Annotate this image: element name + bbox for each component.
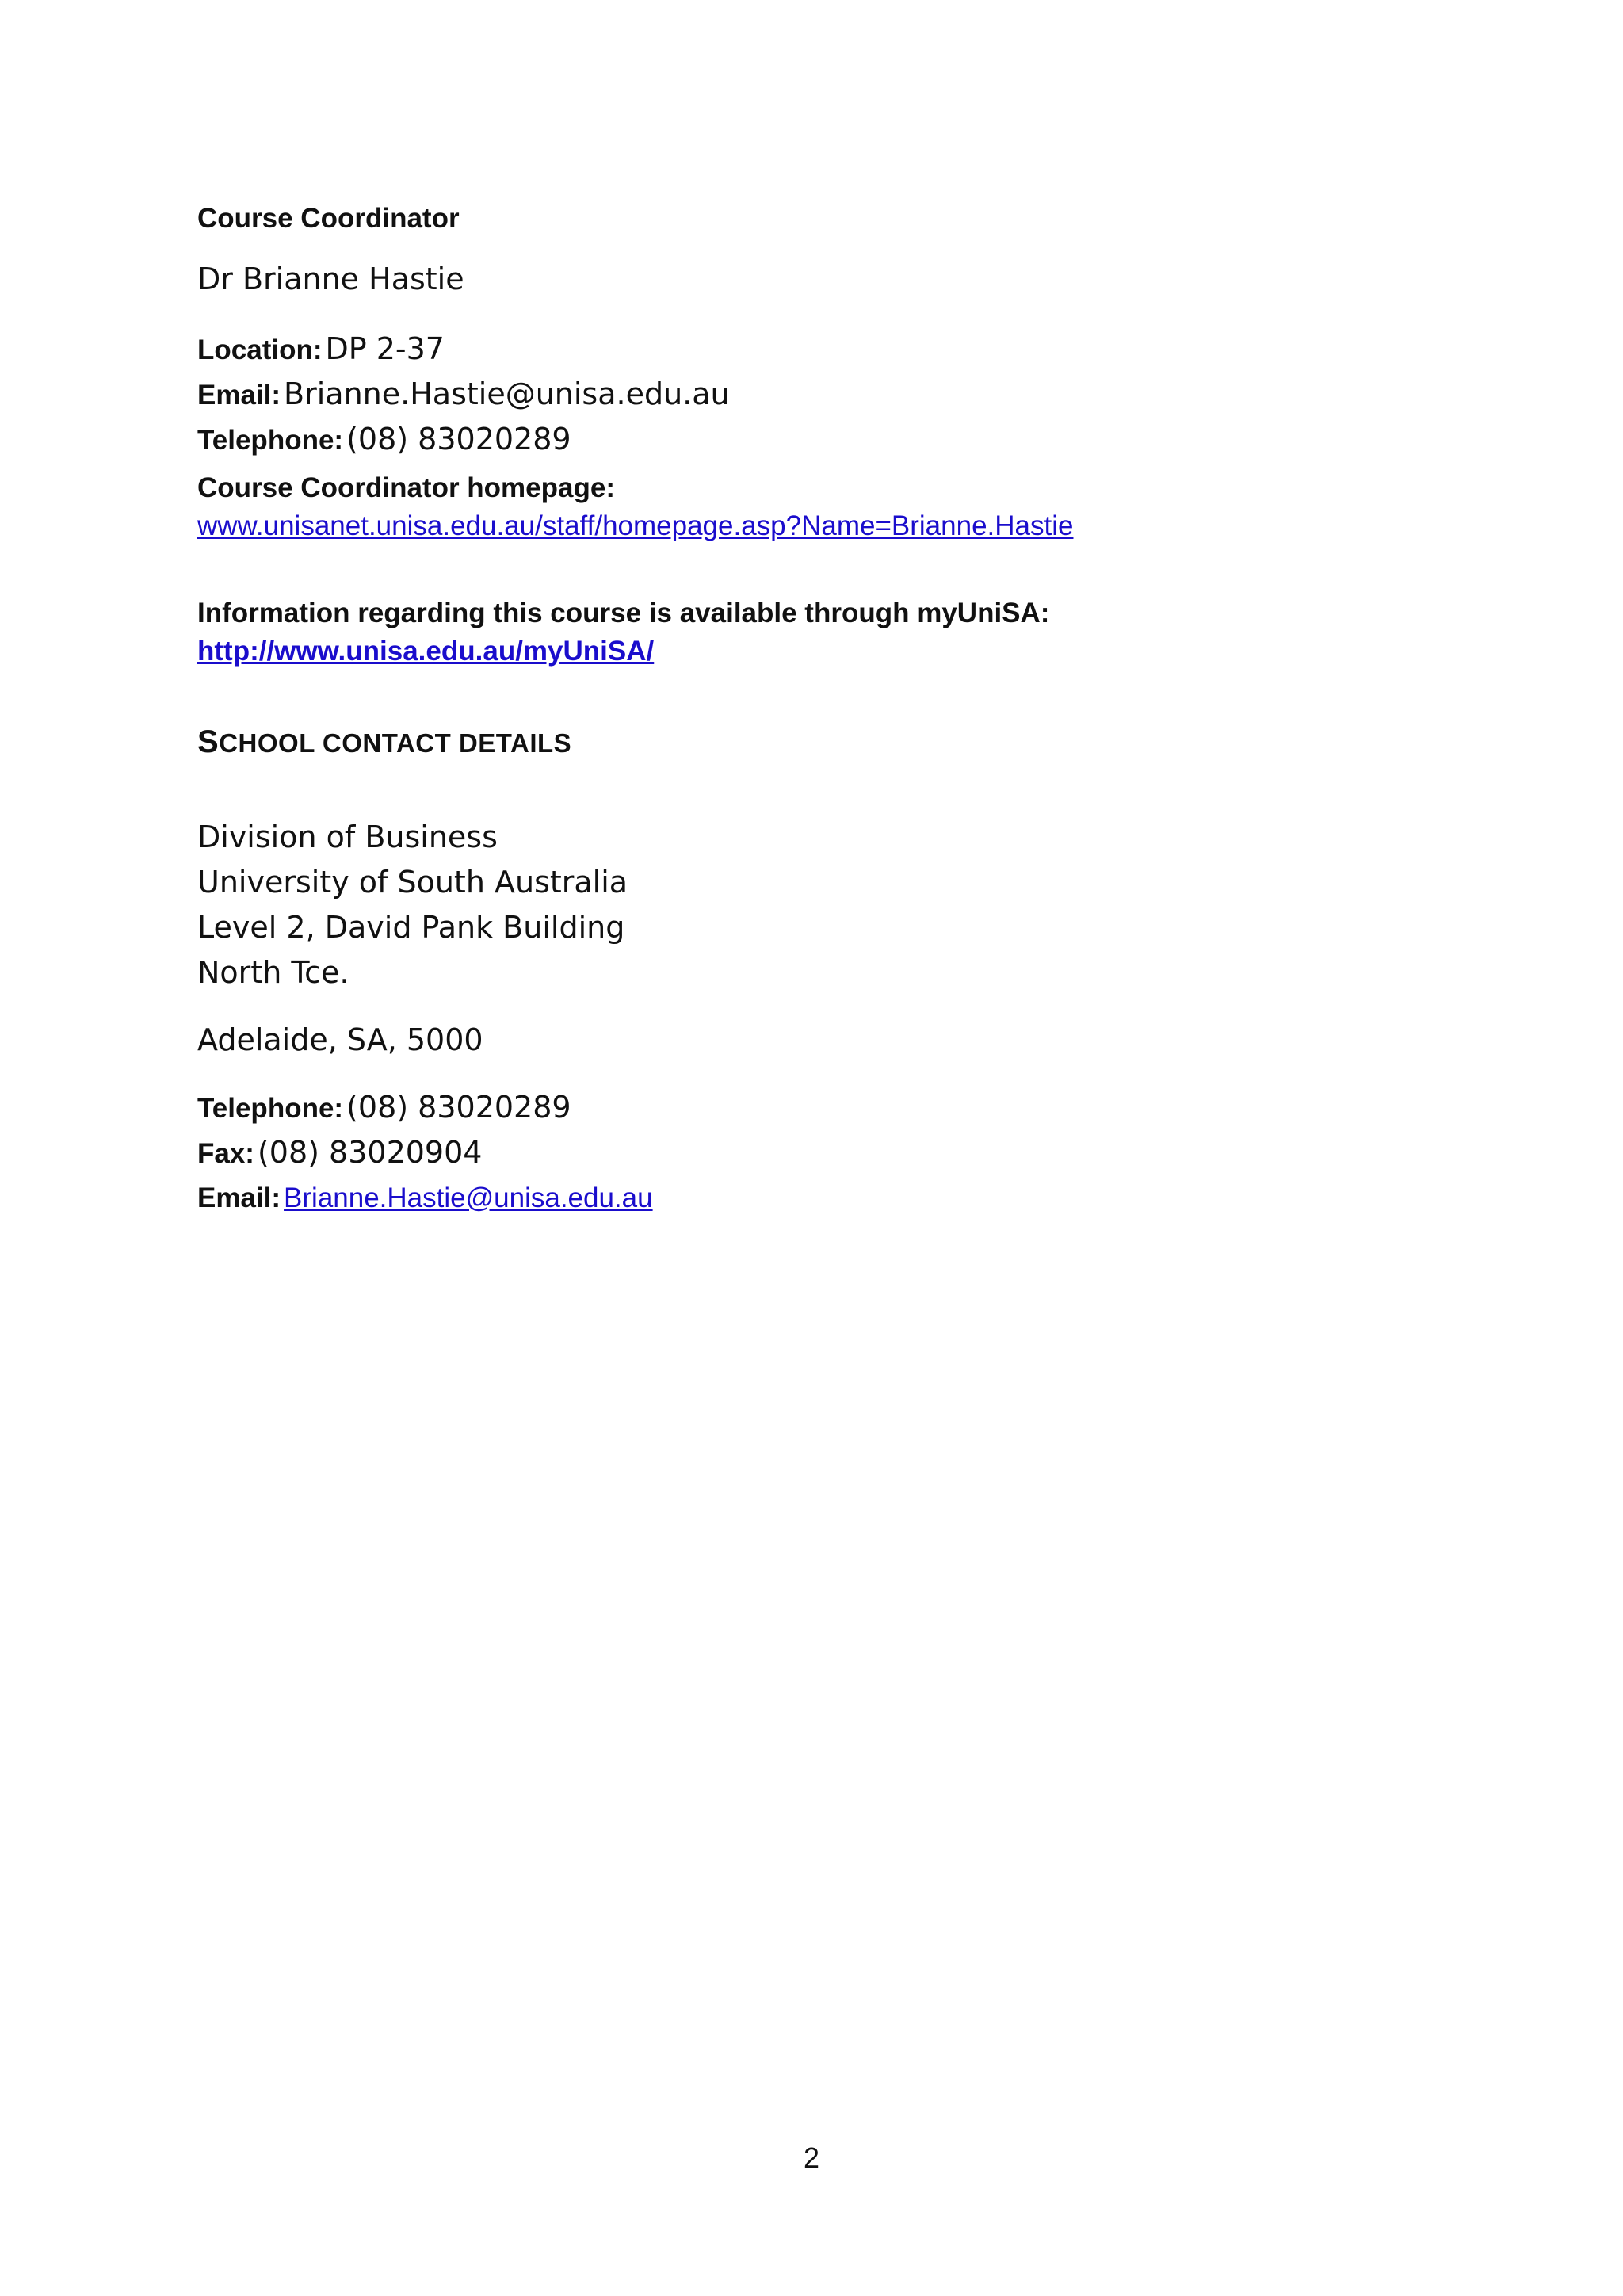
- address-line-2: University of South Australia: [197, 865, 628, 900]
- coordinator-name: Dr Brianne Hastie: [197, 262, 464, 296]
- telephone-value: (08) 83020289: [346, 422, 571, 457]
- school-heading-rest: CHOOL CONTACT DETAILS: [219, 728, 572, 758]
- address-line-3: Level 2, David Pank Building: [197, 910, 625, 945]
- school-telephone-line: [197, 1090, 571, 1125]
- coordinator-telephone-line: [197, 422, 571, 457]
- course-coordinator-heading: Course Coordinator: [197, 203, 460, 234]
- address-line-1: Division of Business: [197, 819, 498, 854]
- homepage-label: Course Coordinator homepage:: [197, 472, 615, 503]
- coordinator-email-line: [197, 376, 730, 411]
- myunisa-link[interactable]: http://www.unisa.edu.au/myUniSA/: [197, 636, 655, 667]
- telephone-label: Telephone:: [197, 425, 344, 456]
- school-contact-heading: [197, 724, 571, 760]
- coordinator-location-line: [197, 331, 445, 366]
- address-line-4: North Tce.: [197, 955, 349, 990]
- email-value: Brianne.Hastie@unisa.edu.au: [284, 376, 730, 411]
- location-value: DP 2-37: [325, 331, 445, 366]
- school-email-line: [197, 1182, 653, 1214]
- school-telephone-value: (08) 83020289: [346, 1090, 571, 1125]
- school-fax-line: [197, 1135, 482, 1170]
- school-telephone-label: Telephone:: [197, 1093, 344, 1124]
- email-label: Email:: [197, 380, 281, 411]
- coordinator-homepage-link[interactable]: www.unisanet.unisa.edu.au/staff/homepage.asp?Name=Brianne.Hastie: [197, 510, 1074, 541]
- fax-value: (08) 83020904: [257, 1135, 483, 1170]
- city-line: Adelaide, SA, 5000: [197, 1022, 483, 1057]
- school-email-link[interactable]: Brianne.Hastie@unisa.edu.au: [284, 1182, 653, 1213]
- school-heading-initial: S: [197, 724, 220, 759]
- fax-label: Fax:: [197, 1138, 254, 1169]
- location-label: Location:: [197, 334, 323, 365]
- myunisa-info-text: Information regarding this course is available through myUniSA:: [197, 598, 1050, 628]
- school-email-label: Email:: [197, 1182, 281, 1213]
- page-number: 2: [803, 2141, 820, 2174]
